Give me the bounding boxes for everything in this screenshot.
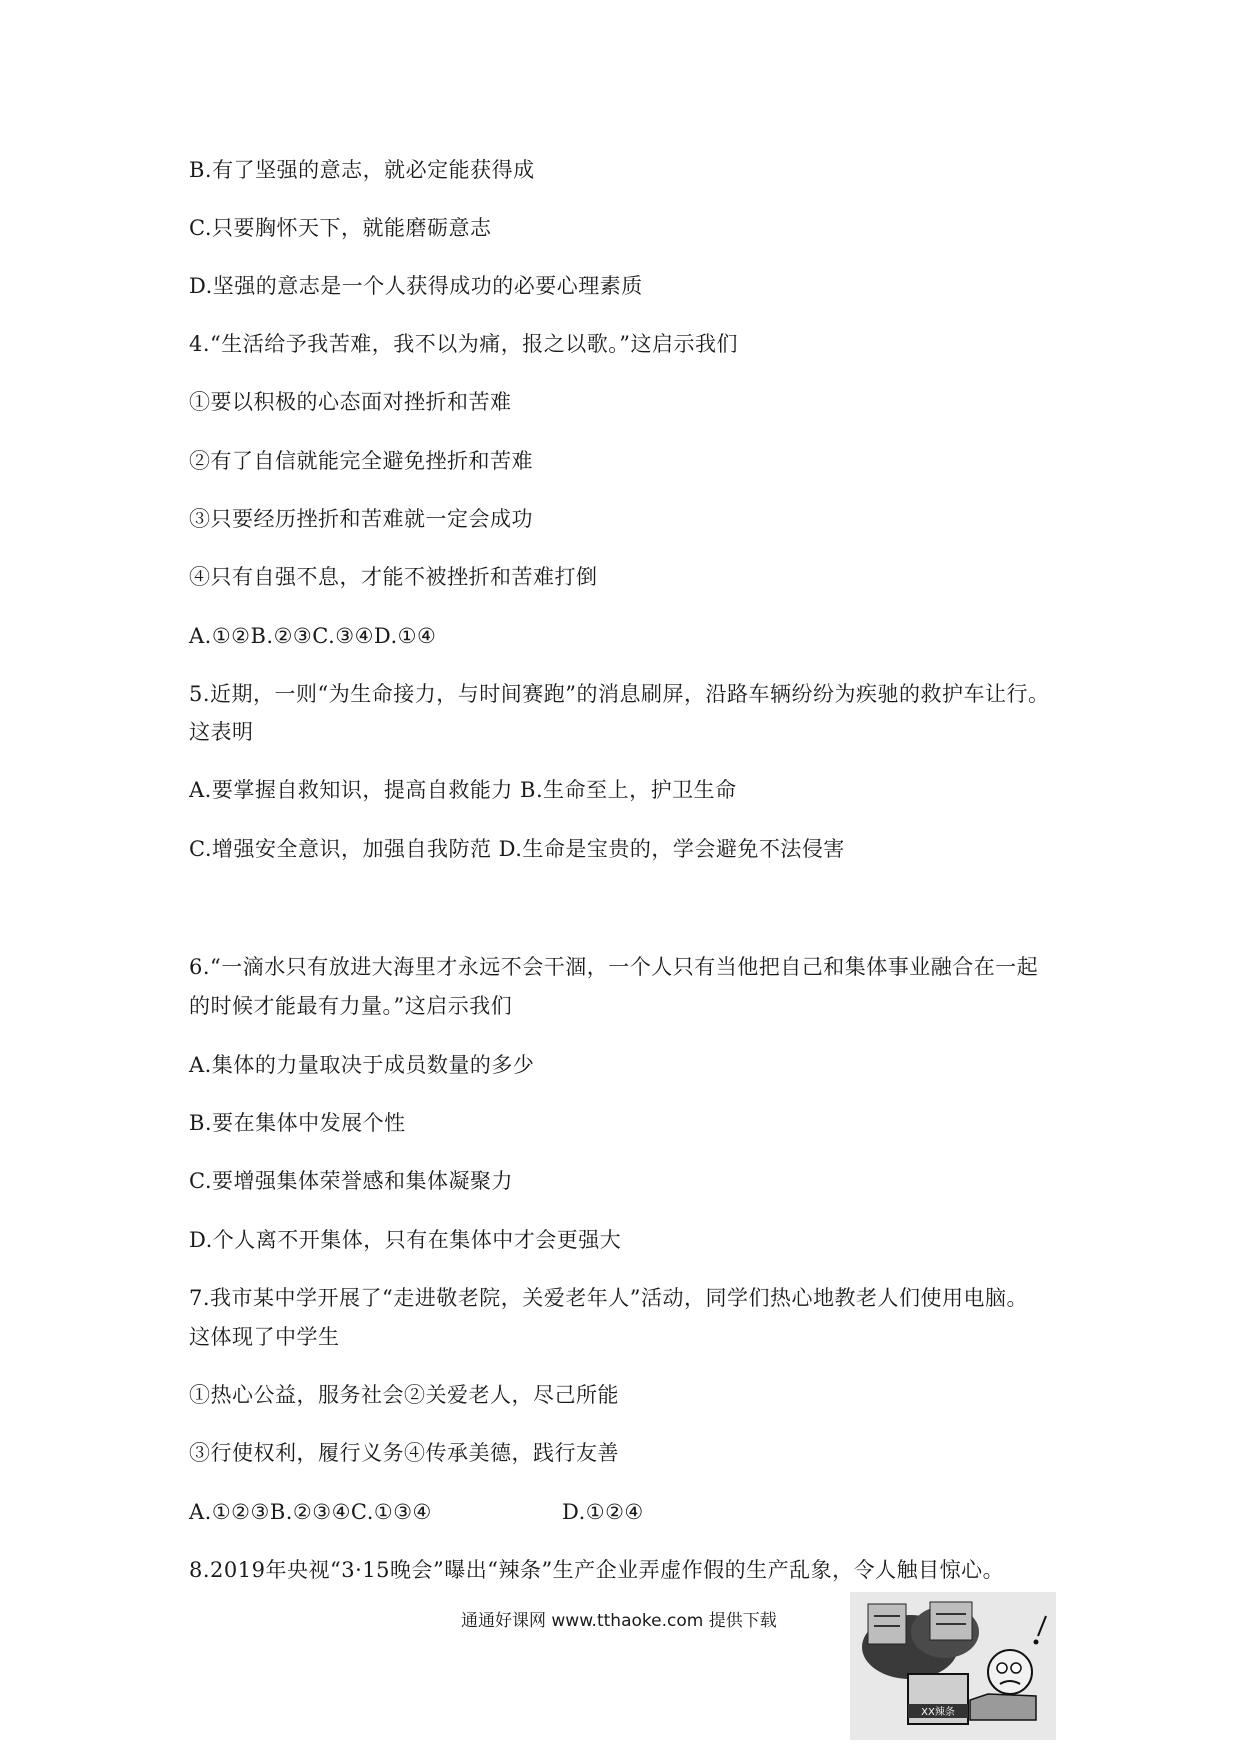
question-5: 5.近期，一则“为生命接力，与时间赛跑”的消息刷屏，沿路车辆纷纷为疾驰的救护车让行。 bbox=[189, 682, 1050, 706]
question-7: 7.我市某中学开展了“走进敬老院，关爱老年人”活动，同学们热心地教老人们使用电脑。 bbox=[189, 1286, 1029, 1310]
q7-statements-12: ①热心公益，服务社会②关爱老人，尽己所能 bbox=[189, 1383, 619, 1407]
q4-statement-3: ③只要经历挫折和苦难就一定会成功 bbox=[189, 507, 533, 531]
q6-option-b: B.要在集体中发展个性 bbox=[189, 1111, 406, 1135]
q7-statements-34: ③行使权利，履行义务④传承美德，践行友善 bbox=[189, 1441, 619, 1465]
q4-statement-2: ②有了自信就能完全避免挫折和苦难 bbox=[189, 449, 533, 473]
question-6: 6.“一滴水只有放进大海里才永远不会干涸，一个人只有当他把自己和集体事业融合在一起 bbox=[189, 955, 1039, 979]
question-4: 4.“生活给予我苦难，我不以为痛，报之以歌。”这启示我们 bbox=[189, 332, 739, 356]
illustration-label: XX辣条 bbox=[921, 1707, 955, 1718]
q6-option-a: A.集体的力量取决于成员数量的多少 bbox=[189, 1053, 535, 1077]
q5-options-cd: C.增强安全意识，加强自我防范 D.生命是宝贵的，学会避免不法侵害 bbox=[189, 837, 845, 861]
footer-watermark: 通通好课网 www.tthaoke.com 提供下载 bbox=[461, 1611, 777, 1631]
q7-option-d: D.①②④ bbox=[562, 1500, 644, 1524]
option-d-q3: D.坚强的意志是一个人获得成功的必要心理素质 bbox=[189, 274, 643, 298]
question-5-cont: 这表明 bbox=[189, 720, 254, 744]
q7-options-abc: A.①②③B.②③④C.①③④ bbox=[189, 1500, 432, 1524]
question-6-cont: 的时候才能最有力量。”这启示我们 bbox=[189, 994, 513, 1018]
option-c-q3: C.只要胸怀天下，就能磨砺意志 bbox=[189, 216, 492, 240]
q5-options-ab: A.要掌握自救知识，提高自救能力 B.生命至上，护卫生命 bbox=[189, 778, 737, 802]
question-7-cont: 这体现了中学生 bbox=[189, 1325, 340, 1349]
cartoon-illustration bbox=[850, 1592, 1056, 1740]
q6-option-c: C.要增强集体荣誉感和集体凝聚力 bbox=[189, 1169, 513, 1193]
q6-option-d: D.个人离不开集体，只有在集体中才会更强大 bbox=[189, 1228, 622, 1252]
q4-options: A.①②B.②③C.③④D.①④ bbox=[189, 624, 437, 648]
question-8: 8.2019年央视“3·15晚会”曝出“辣条”生产企业弄虚作假的生产乱象，令人触目惊心。 bbox=[189, 1558, 1005, 1582]
q4-statement-4: ④只有自强不息，才能不被挫折和苦难打倒 bbox=[189, 565, 598, 589]
q4-statement-1: ①要以积极的心态面对挫折和苦难 bbox=[189, 390, 512, 414]
option-b-q3: B.有了坚强的意志，就必定能获得成 bbox=[189, 158, 535, 182]
